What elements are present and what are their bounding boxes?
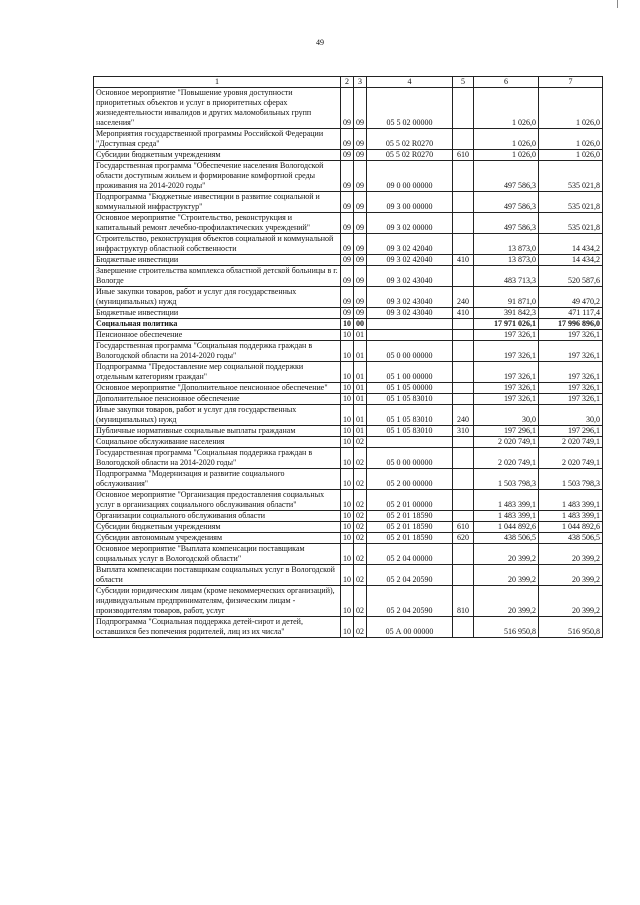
row-section: 10 <box>341 586 354 617</box>
row-amount-2: 14 434,2 <box>539 234 603 255</box>
row-amount-1: 438 506,5 <box>474 533 539 544</box>
row-subsection: 02 <box>354 448 367 469</box>
row-section: 10 <box>341 511 354 522</box>
row-amount-1: 17 971 026,1 <box>474 319 539 330</box>
row-amount-1: 2 020 749,1 <box>474 437 539 448</box>
row-subsection: 02 <box>354 544 367 565</box>
table-row <box>94 129 603 150</box>
table-row <box>94 544 603 565</box>
row-target-code: 05 1 00 00000 <box>367 362 453 383</box>
row-name: Основное мероприятие "Дополнительное пенсионное обеспечение" <box>94 383 341 394</box>
row-amount-2: 516 950,8 <box>539 617 603 638</box>
row-expense-type <box>453 448 474 469</box>
row-target-code: 05 2 04 20590 <box>367 565 453 586</box>
row-amount-1: 197 326,1 <box>474 341 539 362</box>
row-subsection: 09 <box>354 255 367 266</box>
row-amount-2: 520 587,6 <box>539 266 603 287</box>
row-name: Подпрограмма "Социальная поддержка детей-сирот и детей, оставшихся без попечения родителей, лиц из их числа" <box>94 617 341 638</box>
row-amount-2: 2 020 749,1 <box>539 448 603 469</box>
table-row <box>94 362 603 383</box>
row-subsection: 09 <box>354 287 367 308</box>
row-target-code: 09 3 00 00000 <box>367 192 453 213</box>
table-row <box>94 150 603 161</box>
row-section: 09 <box>341 234 354 255</box>
row-subsection: 09 <box>354 88 367 129</box>
row-target-code: 05 5 02 00000 <box>367 88 453 129</box>
row-amount-1: 197 326,1 <box>474 362 539 383</box>
header-col-4: 4 <box>367 77 453 88</box>
row-section: 09 <box>341 287 354 308</box>
row-amount-2: 17 996 896,0 <box>539 319 603 330</box>
page-number: 49 <box>316 38 324 47</box>
row-section: 09 <box>341 266 354 287</box>
row-subsection: 01 <box>354 426 367 437</box>
row-expense-type <box>453 544 474 565</box>
row-amount-1: 20 399,2 <box>474 565 539 586</box>
row-subsection: 09 <box>354 192 367 213</box>
row-amount-2: 1 503 798,3 <box>539 469 603 490</box>
row-target-code: 05 5 02 R0270 <box>367 150 453 161</box>
row-expense-type <box>453 266 474 287</box>
row-amount-1: 13 873,0 <box>474 234 539 255</box>
row-name: Бюджетные инвестиции <box>94 308 341 319</box>
row-subsection: 09 <box>354 266 367 287</box>
row-target-code: 05 2 00 00000 <box>367 469 453 490</box>
row-section: 09 <box>341 192 354 213</box>
row-target-code: 05 2 04 20590 <box>367 586 453 617</box>
row-name: Государственная программа "Социальная поддержка граждан в Вологодской области на 2014-2020 годы" <box>94 448 341 469</box>
row-amount-1: 497 586,3 <box>474 213 539 234</box>
row-section: 09 <box>341 255 354 266</box>
row-subsection: 00 <box>354 319 367 330</box>
table-row <box>94 617 603 638</box>
table-row <box>94 522 603 533</box>
table-row <box>94 266 603 287</box>
row-subsection: 09 <box>354 234 367 255</box>
row-amount-2: 197 326,1 <box>539 383 603 394</box>
row-target-code: 05 2 04 00000 <box>367 544 453 565</box>
table-row <box>94 394 603 405</box>
row-section: 09 <box>341 88 354 129</box>
row-target-code: 05 2 01 18590 <box>367 533 453 544</box>
row-amount-2: 535 021,8 <box>539 161 603 192</box>
row-amount-1: 1 503 798,3 <box>474 469 539 490</box>
row-amount-1: 1 026,0 <box>474 150 539 161</box>
row-subsection: 02 <box>354 490 367 511</box>
row-expense-type: 410 <box>453 255 474 266</box>
row-amount-2: 2 020 749,1 <box>539 437 603 448</box>
row-name: Социальная политика <box>94 319 341 330</box>
table-row <box>94 533 603 544</box>
row-amount-2: 1 044 892,6 <box>539 522 603 533</box>
header-col-5: 5 <box>453 77 474 88</box>
table-row <box>94 287 603 308</box>
row-amount-1: 1 044 892,6 <box>474 522 539 533</box>
row-subsection: 02 <box>354 511 367 522</box>
table-row <box>94 405 603 426</box>
row-subsection: 02 <box>354 437 367 448</box>
row-amount-2: 535 021,8 <box>539 213 603 234</box>
row-expense-type: 310 <box>453 426 474 437</box>
row-section: 10 <box>341 448 354 469</box>
row-target-code <box>367 319 453 330</box>
row-subsection: 02 <box>354 522 367 533</box>
row-target-code: 05 А 00 00000 <box>367 617 453 638</box>
row-subsection: 02 <box>354 586 367 617</box>
row-name: Строительство, реконструкция объектов социальной и коммунальной инфраструктур областной собственности <box>94 234 341 255</box>
row-expense-type <box>453 617 474 638</box>
row-section: 09 <box>341 161 354 192</box>
row-amount-2: 197 326,1 <box>539 394 603 405</box>
row-subsection: 02 <box>354 565 367 586</box>
row-amount-1: 197 326,1 <box>474 383 539 394</box>
row-subsection: 01 <box>354 341 367 362</box>
row-expense-type: 620 <box>453 533 474 544</box>
budget-table <box>93 76 603 638</box>
row-name: Государственная программа "Обеспечение населения Вологодской области доступным жильем и формирование комфортной среды проживания на 2014-2020 годы" <box>94 161 341 192</box>
row-expense-type: 610 <box>453 150 474 161</box>
row-expense-type <box>453 394 474 405</box>
row-target-code <box>367 437 453 448</box>
row-name: Субсидии бюджетным учреждениям <box>94 522 341 533</box>
row-amount-2: 20 399,2 <box>539 544 603 565</box>
row-subsection: 01 <box>354 394 367 405</box>
row-amount-2: 20 399,2 <box>539 565 603 586</box>
row-amount-2: 1 026,0 <box>539 88 603 129</box>
row-target-code: 05 0 00 00000 <box>367 341 453 362</box>
row-section: 10 <box>341 341 354 362</box>
row-amount-1: 1 483 399,1 <box>474 511 539 522</box>
row-expense-type <box>453 192 474 213</box>
row-target-code: 05 0 00 00000 <box>367 448 453 469</box>
table-row <box>94 490 603 511</box>
row-name: Подпрограмма "Предоставление мер социальной поддержки отдельным категориям граждан" <box>94 362 341 383</box>
table-row <box>94 511 603 522</box>
row-target-code: 09 3 02 43040 <box>367 266 453 287</box>
table-row <box>94 192 603 213</box>
row-name: Субсидии бюджетным учреждениям <box>94 150 341 161</box>
row-section: 10 <box>341 490 354 511</box>
row-expense-type <box>453 341 474 362</box>
table-row <box>94 234 603 255</box>
row-expense-type <box>453 330 474 341</box>
row-amount-1: 197 326,1 <box>474 394 539 405</box>
row-section: 09 <box>341 213 354 234</box>
row-amount-1: 497 586,3 <box>474 192 539 213</box>
row-amount-2: 30,0 <box>539 405 603 426</box>
row-expense-type <box>453 129 474 150</box>
row-section: 10 <box>341 617 354 638</box>
row-target-code: 05 1 05 83010 <box>367 394 453 405</box>
row-section: 10 <box>341 330 354 341</box>
row-name: Дополнительное пенсионное обеспечение <box>94 394 341 405</box>
row-subsection: 09 <box>354 308 367 319</box>
row-amount-1: 391 842,3 <box>474 308 539 319</box>
table-row <box>94 565 603 586</box>
row-section: 10 <box>341 565 354 586</box>
header-col-1: 1 <box>94 77 341 88</box>
table-row <box>94 383 603 394</box>
row-amount-1: 197 326,1 <box>474 330 539 341</box>
row-target-code: 05 2 01 18590 <box>367 522 453 533</box>
row-name: Выплата компенсации поставщикам социальных услуг в Вологодской области <box>94 565 341 586</box>
row-name: Завершение строительства комплекса областной детской больницы в г. Вологде <box>94 266 341 287</box>
row-name: Субсидии автономным учреждениям <box>94 533 341 544</box>
row-name: Иные закупки товаров, работ и услуг для государственных (муниципальных) нужд <box>94 287 341 308</box>
row-section: 10 <box>341 533 354 544</box>
row-subsection: 02 <box>354 533 367 544</box>
table-row <box>94 426 603 437</box>
row-target-code: 09 3 02 00000 <box>367 213 453 234</box>
row-expense-type <box>453 213 474 234</box>
table-row <box>94 469 603 490</box>
row-target-code: 05 1 05 83010 <box>367 426 453 437</box>
row-amount-1: 483 713,3 <box>474 266 539 287</box>
row-expense-type: 610 <box>453 522 474 533</box>
row-name: Иные закупки товаров, работ и услуг для государственных (муниципальных) нужд <box>94 405 341 426</box>
row-subsection: 01 <box>354 362 367 383</box>
row-name: Мероприятия государственной программы Российской Федерации "Доступная среда" <box>94 129 341 150</box>
row-amount-2: 1 026,0 <box>539 129 603 150</box>
row-amount-2: 1 483 399,1 <box>539 490 603 511</box>
row-amount-2: 197 326,1 <box>539 330 603 341</box>
row-section: 10 <box>341 394 354 405</box>
row-amount-2: 535 021,8 <box>539 192 603 213</box>
row-amount-2: 197 326,1 <box>539 341 603 362</box>
row-target-code: 09 3 02 42040 <box>367 234 453 255</box>
row-expense-type <box>453 234 474 255</box>
row-name: Пенсионное обеспечение <box>94 330 341 341</box>
row-expense-type <box>453 490 474 511</box>
row-section: 09 <box>341 308 354 319</box>
row-amount-1: 1 483 399,1 <box>474 490 539 511</box>
row-section: 10 <box>341 469 354 490</box>
row-target-code <box>367 330 453 341</box>
row-expense-type <box>453 383 474 394</box>
row-name: Основное мероприятие "Строительство, реконструкция и капитальный ремонт лечебно-профилактических учреждений" <box>94 213 341 234</box>
row-target-code: 05 5 02 R0270 <box>367 129 453 150</box>
row-subsection: 09 <box>354 161 367 192</box>
row-section: 10 <box>341 522 354 533</box>
row-amount-1: 30,0 <box>474 405 539 426</box>
row-amount-2: 1 026,0 <box>539 150 603 161</box>
row-expense-type: 240 <box>453 287 474 308</box>
table-row <box>94 161 603 192</box>
row-amount-2: 20 399,2 <box>539 586 603 617</box>
row-expense-type <box>453 565 474 586</box>
row-amount-1: 1 026,0 <box>474 88 539 129</box>
row-target-code: 09 3 02 43040 <box>367 308 453 319</box>
header-col-2: 2 <box>341 77 354 88</box>
table-row <box>94 341 603 362</box>
row-subsection: 02 <box>354 617 367 638</box>
table-row <box>94 586 603 617</box>
row-expense-type <box>453 362 474 383</box>
row-subsection: 09 <box>354 150 367 161</box>
row-name: Основное мероприятие "Выплата компенсации поставщикам социальных услуг в Вологодской области" <box>94 544 341 565</box>
row-expense-type <box>453 161 474 192</box>
row-target-code: 05 2 01 00000 <box>367 490 453 511</box>
header-col-3: 3 <box>354 77 367 88</box>
table-row <box>94 437 603 448</box>
row-amount-1: 497 586,3 <box>474 161 539 192</box>
table-row <box>94 448 603 469</box>
row-section: 10 <box>341 405 354 426</box>
row-expense-type: 410 <box>453 308 474 319</box>
row-name: Публичные нормативные социальные выплаты гражданам <box>94 426 341 437</box>
row-section: 10 <box>341 437 354 448</box>
row-subsection: 01 <box>354 405 367 426</box>
row-expense-type <box>453 511 474 522</box>
row-name: Субсидии юридическим лицам (кроме некоммерческих организаций), индивидуальным предпринимателям, физическим лицам - производителям товаров, работ, услуг <box>94 586 341 617</box>
table-row <box>94 255 603 266</box>
row-amount-2: 471 117,4 <box>539 308 603 319</box>
row-amount-2: 1 483 399,1 <box>539 511 603 522</box>
row-amount-1: 1 026,0 <box>474 129 539 150</box>
row-amount-1: 91 871,0 <box>474 287 539 308</box>
row-name: Организации социального обслуживания области <box>94 511 341 522</box>
row-name: Государственная программа "Социальная поддержка граждан в Вологодской области на 2014-2020 годы" <box>94 341 341 362</box>
row-name: Подпрограмма "Модернизация и развитие социального обслуживания" <box>94 469 341 490</box>
row-subsection: 09 <box>354 129 367 150</box>
row-expense-type <box>453 319 474 330</box>
header-col-7: 7 <box>539 77 603 88</box>
row-name: Подпрограмма "Бюджетные инвестиции в развитие социальной и коммунальной инфраструктур" <box>94 192 341 213</box>
table-row <box>94 213 603 234</box>
row-amount-2: 197 296,1 <box>539 426 603 437</box>
row-subsection: 02 <box>354 469 367 490</box>
row-section: 10 <box>341 544 354 565</box>
row-amount-1: 516 950,8 <box>474 617 539 638</box>
table-row <box>94 319 603 330</box>
row-section: 10 <box>341 319 354 330</box>
row-section: 10 <box>341 383 354 394</box>
row-amount-2: 438 506,5 <box>539 533 603 544</box>
row-section: 10 <box>341 362 354 383</box>
row-expense-type <box>453 469 474 490</box>
row-name: Бюджетные инвестиции <box>94 255 341 266</box>
scan-edge-mark <box>617 0 618 8</box>
row-target-code: 05 1 05 83010 <box>367 405 453 426</box>
row-name: Социальное обслуживание населения <box>94 437 341 448</box>
table-row <box>94 330 603 341</box>
row-amount-1: 13 873,0 <box>474 255 539 266</box>
row-amount-1: 2 020 749,1 <box>474 448 539 469</box>
row-target-code: 09 3 02 42040 <box>367 255 453 266</box>
row-section: 10 <box>341 426 354 437</box>
row-amount-2: 49 470,2 <box>539 287 603 308</box>
row-subsection: 01 <box>354 330 367 341</box>
row-expense-type: 240 <box>453 405 474 426</box>
row-name: Основное мероприятие "Повышение уровня доступности приоритетных объектов и услуг в приоритетных сферах жизнедеятельности инвалидов и других маломобильных групп населения" <box>94 88 341 129</box>
row-amount-1: 20 399,2 <box>474 544 539 565</box>
table-row <box>94 308 603 319</box>
row-amount-2: 14 434,2 <box>539 255 603 266</box>
table-header-row <box>94 77 603 88</box>
row-amount-2: 197 326,1 <box>539 362 603 383</box>
row-target-code: 09 3 02 43040 <box>367 287 453 308</box>
row-expense-type <box>453 88 474 129</box>
row-target-code: 09 0 00 00000 <box>367 161 453 192</box>
row-expense-type: 810 <box>453 586 474 617</box>
row-expense-type <box>453 437 474 448</box>
table-row <box>94 88 603 129</box>
row-section: 09 <box>341 150 354 161</box>
row-subsection: 09 <box>354 213 367 234</box>
row-name: Основное мероприятие "Организация предоставления социальных услуг в организациях социального обслуживания области" <box>94 490 341 511</box>
row-subsection: 01 <box>354 383 367 394</box>
row-amount-1: 20 399,2 <box>474 586 539 617</box>
row-target-code: 05 1 05 00000 <box>367 383 453 394</box>
row-amount-1: 197 296,1 <box>474 426 539 437</box>
header-col-6: 6 <box>474 77 539 88</box>
row-section: 09 <box>341 129 354 150</box>
table-body <box>94 88 603 638</box>
row-target-code: 05 2 01 18590 <box>367 511 453 522</box>
